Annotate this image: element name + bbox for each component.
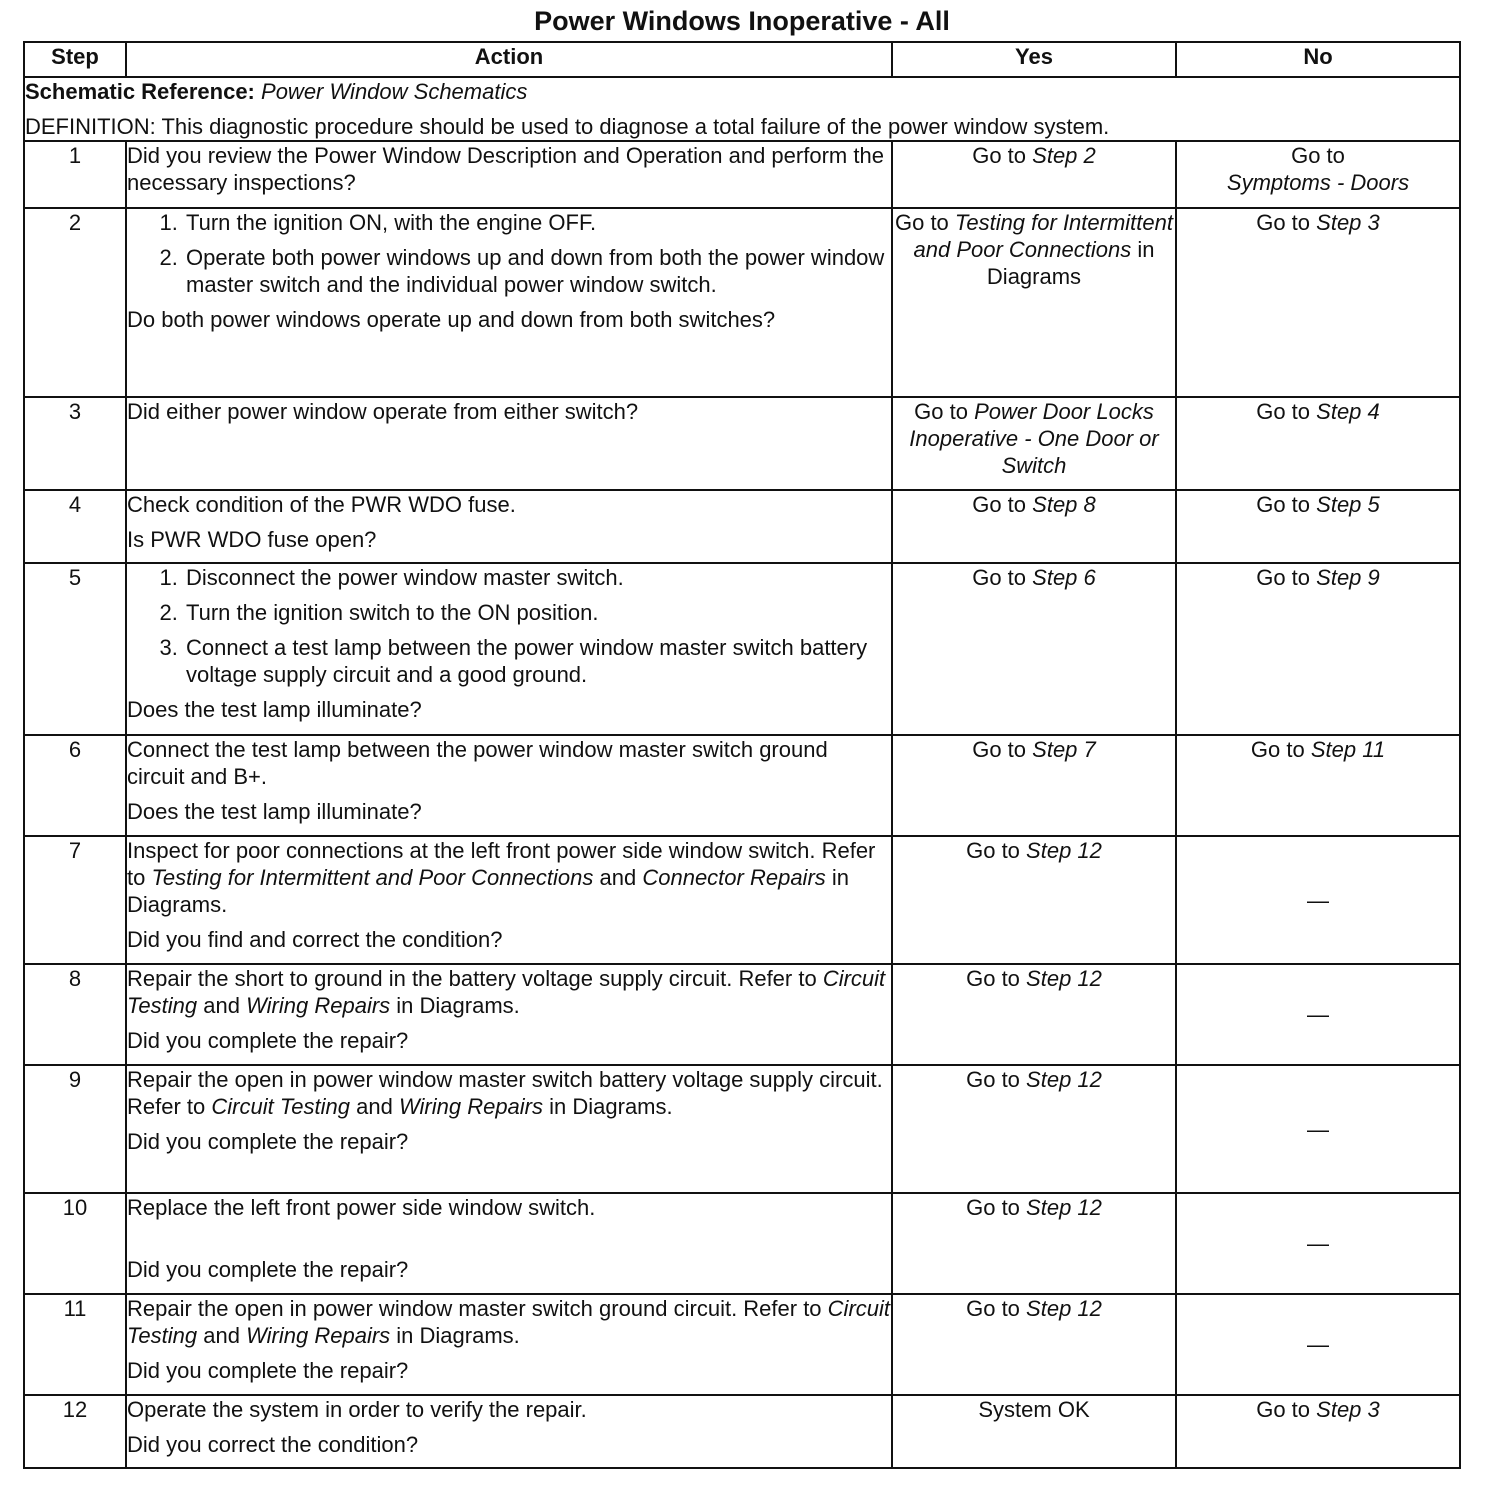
yes-prefix: Go to: [972, 143, 1027, 168]
table-row: [24, 490, 1460, 563]
table-row: [24, 836, 1460, 964]
action-question: Did you complete the repair?: [127, 1028, 409, 1053]
yes-reference: Step 6: [1032, 565, 1096, 590]
no-cell: —: [1176, 1065, 1460, 1193]
schematic-reference: [25, 78, 1459, 105]
action-reference: Wiring Repairs: [246, 993, 391, 1018]
action-question: Did either power window operate from either switch?: [127, 399, 639, 424]
action-reference: Connector Repairs: [642, 865, 826, 890]
yes-suffix: in Diagrams: [986, 237, 1155, 289]
action-text: [127, 965, 891, 1019]
action-text-part: Repair the open in power window master switch battery voltage supply circuit. Refer to: [127, 1067, 883, 1119]
action-text: [127, 1295, 891, 1349]
action-cell: [126, 1294, 892, 1395]
table-row: [24, 397, 1460, 490]
yes-cell: [892, 563, 1176, 735]
action-reference: Circuit Testing: [211, 1094, 350, 1119]
yes-prefix: Go to: [966, 1296, 1020, 1321]
table-row: [24, 1065, 1460, 1193]
yes-cell: [892, 836, 1176, 964]
action-text-part: and: [203, 993, 240, 1018]
no-reference: Step 4: [1316, 399, 1380, 424]
list-item: 1. Turn the ignition ON, with the engine OFF.: [184, 209, 891, 236]
table-row: [24, 1395, 1460, 1468]
yes-reference: Step 8: [1032, 492, 1096, 517]
table-row: [24, 1294, 1460, 1395]
action-cell: [126, 1193, 892, 1294]
list-item: 2. Turn the ignition switch to the ON position.: [184, 599, 891, 626]
action-text-part: in Diagrams.: [396, 993, 520, 1018]
action-text-part: and: [203, 1323, 240, 1348]
step-number: 5: [24, 563, 126, 735]
step-number: 3: [24, 397, 126, 490]
header-yes: Yes: [892, 42, 1176, 77]
yes-prefix: Go to: [966, 838, 1020, 863]
yes-reference: Step 7: [1032, 737, 1096, 762]
table-row: [24, 964, 1460, 1065]
action-text-part: in Diagrams.: [127, 865, 850, 917]
step-number: 1: [24, 141, 126, 208]
yes-reference: Step 12: [1026, 1067, 1102, 1092]
step-number: 12: [24, 1395, 126, 1468]
header-action: Action: [126, 42, 892, 77]
schematic-ref: Power Window Schematics: [261, 79, 528, 104]
yes-prefix: Go to: [972, 565, 1027, 590]
yes-prefix: Go to: [914, 399, 968, 424]
table-row: [24, 141, 1460, 208]
no-cell: —: [1176, 1294, 1460, 1395]
action-question: Does the test lamp illuminate?: [127, 799, 422, 824]
no-cell: [1176, 141, 1460, 208]
action-text-part: in Diagrams.: [549, 1094, 673, 1119]
no-cell: [1176, 490, 1460, 563]
action-text-part: Inspect for poor connections at the left front power side window switch. Refer to: [127, 838, 876, 890]
list-item: 2. Operate both power windows up and down from both the power window master switch and the individual power window switch.: [184, 244, 891, 298]
yes-reference: Step 12: [1026, 966, 1102, 991]
action-cell: [126, 208, 892, 397]
no-cell: [1176, 397, 1460, 490]
action-question: Do both power windows operate up and down from both switches?: [127, 307, 776, 332]
no-prefix: Go to: [1256, 565, 1311, 590]
action-cell: [126, 141, 892, 208]
action-question: Did you review the Power Window Description and Operation and perform the necessary inspections?: [127, 143, 884, 195]
action-list: [127, 564, 891, 688]
action-reference: Wiring Repairs: [246, 1323, 391, 1348]
action-text-part: and: [599, 865, 637, 890]
no-cell: [1176, 563, 1460, 735]
no-prefix: Go to: [1291, 143, 1345, 168]
action-cell: [126, 563, 892, 735]
yes-prefix: Go to: [972, 737, 1027, 762]
schematic-cell: [24, 77, 1460, 141]
no-reference: Step 11: [1310, 737, 1386, 762]
no-prefix: Go to: [1250, 737, 1305, 762]
action-question: Is PWR WDO fuse open?: [127, 527, 377, 552]
step-number: 6: [24, 735, 126, 836]
action-reference: Circuit Testing: [127, 966, 886, 1018]
list-item: 1. Disconnect the power window master switch.: [184, 564, 891, 591]
no-cell: [1176, 1395, 1460, 1468]
yes-prefix: Go to: [966, 966, 1020, 991]
action-cell: [126, 836, 892, 964]
header-row: [24, 42, 1460, 77]
no-reference: Symptoms - Doors: [1226, 170, 1410, 195]
action-text-part: and: [356, 1094, 393, 1119]
action-question: Did you find and correct the condition?: [127, 927, 503, 952]
no-prefix: Go to: [1256, 210, 1311, 235]
step-number: 8: [24, 964, 126, 1065]
yes-cell: [892, 208, 1176, 397]
action-cell: [126, 964, 892, 1065]
no-reference: Step 9: [1316, 565, 1380, 590]
action-cell: [126, 1395, 892, 1468]
action-text-part: in Diagrams.: [396, 1323, 520, 1348]
action-text: Operate the system in order to verify the repair.: [127, 1397, 587, 1422]
diagnostic-table: [23, 41, 1461, 1469]
step-number: 7: [24, 836, 126, 964]
step-number: 2: [24, 208, 126, 397]
action-cell: [126, 1065, 892, 1193]
yes-reference: Step 12: [1026, 1195, 1102, 1220]
action-cell: [126, 397, 892, 490]
list-item: 3. Connect a test lamp between the power window master switch battery voltage supply circuit and a good ground.: [184, 634, 891, 688]
step-number: 10: [24, 1193, 126, 1294]
page-title: Power Windows Inoperative - All: [534, 6, 950, 36]
no-cell: —: [1176, 964, 1460, 1065]
header-step: Step: [24, 42, 126, 77]
action-question: Did you correct the condition?: [127, 1432, 419, 1457]
action-text-part: Repair the short to ground in the battery voltage supply circuit. Refer to: [127, 966, 817, 991]
action-cell: [126, 735, 892, 836]
definition: DEFINITION: This diagnostic procedure should be used to diagnose a total failure of the power window system.: [25, 114, 1110, 139]
no-reference: Step 5: [1316, 492, 1380, 517]
yes-cell: [892, 964, 1176, 1065]
yes-cell: System OK: [892, 1395, 1176, 1468]
action-reference: Testing for Intermittent and Poor Connections: [151, 865, 594, 890]
table-row: [24, 208, 1460, 397]
no-reference: Step 3: [1316, 210, 1380, 235]
yes-prefix: Go to: [966, 1195, 1020, 1220]
no-cell: [1176, 208, 1460, 397]
no-reference: Step 3: [1316, 1397, 1380, 1422]
yes-cell: [892, 1065, 1176, 1193]
yes-cell: [892, 141, 1176, 208]
step-number: 11: [24, 1294, 126, 1395]
yes-cell: [892, 735, 1176, 836]
no-prefix: Go to: [1256, 492, 1311, 517]
no-cell: —: [1176, 1193, 1460, 1294]
step-number: 9: [24, 1065, 126, 1193]
yes-prefix: Go to: [894, 210, 949, 235]
action-question: Does the test lamp illuminate?: [127, 697, 422, 722]
no-prefix: Go to: [1256, 1397, 1311, 1422]
yes-cell: [892, 1193, 1176, 1294]
yes-cell: [892, 397, 1176, 490]
action-text-part: Repair the open in power window master switch ground circuit. Refer to: [127, 1296, 822, 1321]
no-cell: [1176, 735, 1460, 836]
yes-reference: Step 12: [1026, 1296, 1102, 1321]
yes-reference: Step 2: [1032, 143, 1096, 168]
table-row: [24, 563, 1460, 735]
schematic-row: [24, 77, 1460, 141]
yes-reference: Testing for Intermittent and Poor Connections: [913, 210, 1173, 262]
action-question: Did you complete the repair?: [127, 1129, 409, 1154]
action-reference: Circuit Testing: [127, 1296, 891, 1348]
yes-reference: Step 12: [1026, 838, 1102, 863]
schematic-label: Schematic Reference:: [25, 79, 255, 104]
yes-cell: [892, 490, 1176, 563]
yes-cell: [892, 1294, 1176, 1395]
action-text: Check condition of the PWR WDO fuse.: [127, 492, 516, 517]
no-cell: —: [1176, 836, 1460, 964]
yes-reference: Power Door Locks Inoperative - One Door or Switch: [909, 399, 1159, 478]
step-number: 4: [24, 490, 126, 563]
action-question: Did you complete the repair?: [127, 1358, 409, 1383]
action-text: [127, 837, 891, 918]
yes-prefix: Go to: [966, 1067, 1020, 1092]
yes-prefix: Go to: [972, 492, 1027, 517]
action-question: Did you complete the repair?: [127, 1257, 409, 1282]
table-row: [24, 735, 1460, 836]
action-text: [127, 1066, 891, 1120]
header-no: No: [1176, 42, 1460, 77]
action-cell: [126, 490, 892, 563]
action-text: Replace the left front power side window switch.: [127, 1195, 596, 1220]
no-prefix: Go to: [1256, 399, 1311, 424]
table-row: [24, 1193, 1460, 1294]
action-list: [127, 209, 891, 298]
action-reference: Wiring Repairs: [398, 1094, 544, 1119]
action-text: Connect the test lamp between the power window master switch ground circuit and B+.: [127, 737, 828, 789]
